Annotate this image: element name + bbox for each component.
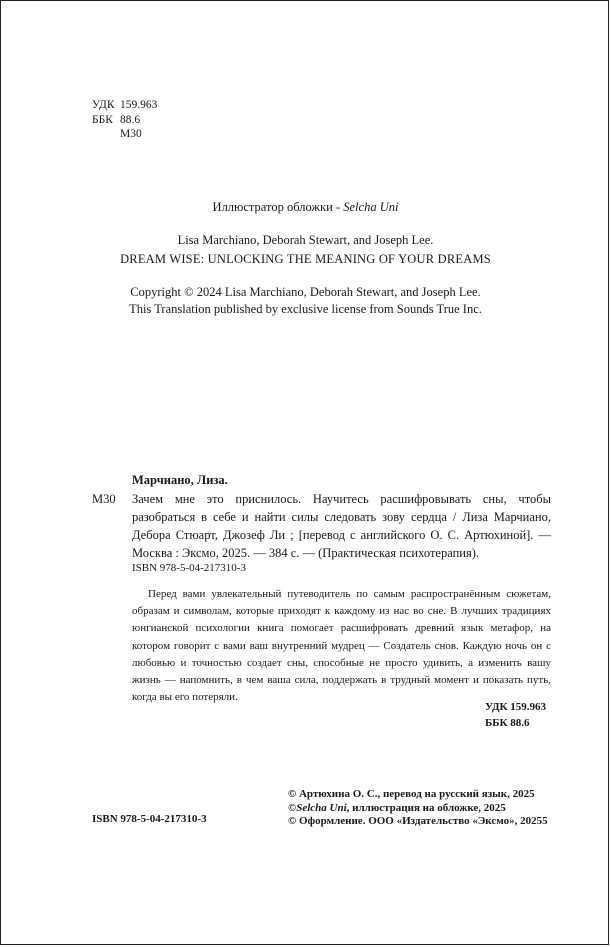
illustrator-label: Иллюстратор обложки - — [212, 200, 344, 214]
bbk-line — [92, 113, 157, 128]
bbk-label: ББК — [92, 113, 113, 126]
rights-block — [288, 788, 548, 829]
rights-design: © Оформление. ООО «Издательство «Эксмо», 20255 — [288, 815, 548, 827]
catalog-isbn: ISBN 978-5-04-217310-3 — [132, 562, 246, 574]
udk-line — [92, 98, 157, 113]
udk-label: УДК — [92, 99, 115, 111]
rights-illustration-prefix: © — [288, 801, 297, 814]
classification-block — [92, 98, 157, 142]
copyright-line: Copyright © 2024 Lisa Marchiano, Deborah Stewart, and Joseph Lee. — [130, 285, 481, 299]
original-authors: Lisa Marchiano, Deborah Stewart, and Joseph Lee. — [177, 233, 434, 247]
license-line: This Translation published by exclusive license from Sounds True Inc. — [129, 302, 482, 316]
author-sign: М30 — [120, 128, 142, 140]
rights-illustration — [288, 802, 548, 816]
illustrator-name: Selcha Uni — [343, 200, 399, 214]
rights-translation: © Артюхина О. С., перевод на русский язык, 2025 — [288, 788, 535, 800]
bibliographic-description: Зачем мне это приснилось. Научитесь расшифровывать сны, чтобы разобраться в себе и найти силы следовать зову сердца / Лиза Марчиано, Дебора Стюарт, Джозеф Ли ; [перевод с английского О. С. Артюхиной]. — Москва : Эксмо, 2025. — 384 с. — (Практическая психотерапия). — [132, 492, 551, 560]
catalog-code: М30 — [92, 492, 116, 506]
footer-isbn: ISBN 978-5-04-217310-3 — [92, 813, 207, 825]
illustrator-credit — [1, 200, 610, 215]
classification-bold — [485, 699, 546, 731]
author-heading: Марчиано, Лиза. — [132, 473, 228, 487]
rights-illustration-name: Selcha Uni — [296, 801, 347, 814]
original-title: DREAM WISE: UNLOCKING THE MEANING OF YOUR DREAMS — [120, 252, 491, 266]
rights-illustration-suffix: , иллюстрация на обложке, 2025 — [346, 801, 506, 814]
udk-value: 159.963 — [120, 99, 158, 111]
copyright-notice — [1, 284, 610, 318]
udk-bold: УДК 159.963 — [485, 701, 547, 713]
bbk-bold: ББК 88.6 — [485, 717, 530, 729]
annotation: Перед вами увлекательный путеводитель по самым распространённым сюжетам, образам и символам, которые приходят к каждому из нас во сне. В лучших традициях юнгианской психологии книга помогает расшифровать древний язык метафор, на котором говорит с вами ваш внутренний мудрец — Создатель снов. Каждую ночь он с любовью и точностью создает сны, способные не просто удивить, а изменить вашу жизнь — напомнить, в чем ваша сила, поддержать в трудный момент и показать путь, когда вы его потеряли. — [132, 588, 551, 704]
bbk-value: 88.6 — [120, 113, 141, 126]
